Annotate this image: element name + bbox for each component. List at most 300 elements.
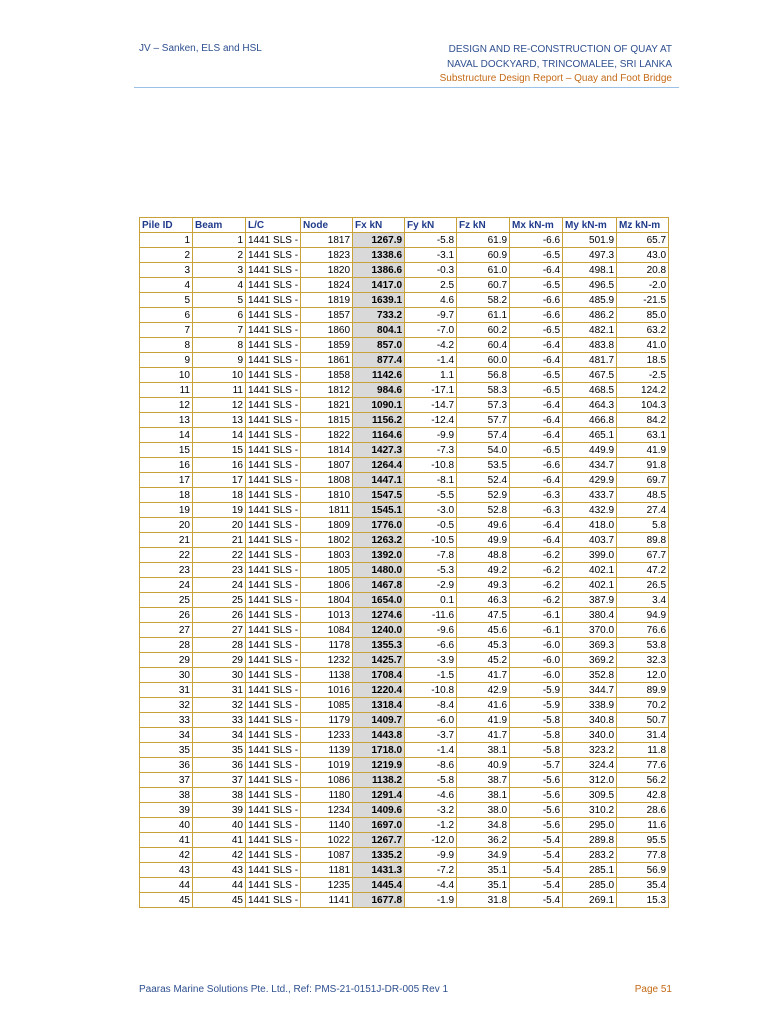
cell-pile-id: 14 <box>140 428 193 443</box>
table-row <box>140 848 669 863</box>
cell-load-case: 1441 SLS - <box>246 308 301 323</box>
cell-fz: 41.7 <box>457 668 510 683</box>
cell-node: 1803 <box>301 548 353 563</box>
cell-fy: -6.0 <box>405 713 457 728</box>
cell-load-case: 1441 SLS - <box>246 233 301 248</box>
cell-beam: 27 <box>193 623 246 638</box>
cell-load-case: 1441 SLS - <box>246 473 301 488</box>
cell-beam: 37 <box>193 773 246 788</box>
cell-mz: 91.8 <box>617 458 669 473</box>
table-row <box>140 608 669 623</box>
cell-fz: 61.1 <box>457 308 510 323</box>
cell-fz: 38.1 <box>457 788 510 803</box>
cell-node: 1232 <box>301 653 353 668</box>
cell-pile-id: 10 <box>140 368 193 383</box>
cell-beam: 20 <box>193 518 246 533</box>
cell-fy: 0.1 <box>405 593 457 608</box>
cell-mz: 28.6 <box>617 803 669 818</box>
cell-fz: 49.2 <box>457 563 510 578</box>
cell-node: 1178 <box>301 638 353 653</box>
cell-mx: -6.5 <box>510 323 563 338</box>
cell-fy: -17.1 <box>405 383 457 398</box>
cell-my: 482.1 <box>563 323 617 338</box>
cell-fz: 45.3 <box>457 638 510 653</box>
cell-mx: -6.2 <box>510 593 563 608</box>
cell-fy: -1.5 <box>405 668 457 683</box>
table-row <box>140 533 669 548</box>
cell-load-case: 1441 SLS - <box>246 743 301 758</box>
cell-node: 1141 <box>301 893 353 908</box>
col-header-mz: Mz kN-m <box>617 218 669 233</box>
cell-beam: 33 <box>193 713 246 728</box>
cell-beam: 7 <box>193 323 246 338</box>
cell-my: 485.9 <box>563 293 617 308</box>
cell-fx: 984.6 <box>353 383 405 398</box>
cell-fx: 1445.4 <box>353 878 405 893</box>
cell-mz: 47.2 <box>617 563 669 578</box>
cell-load-case: 1441 SLS - <box>246 638 301 653</box>
table-row <box>140 248 669 263</box>
cell-fy: -12.0 <box>405 833 457 848</box>
cell-load-case: 1441 SLS - <box>246 833 301 848</box>
cell-mx: -6.5 <box>510 383 563 398</box>
cell-mx: -6.6 <box>510 308 563 323</box>
cell-load-case: 1441 SLS - <box>246 413 301 428</box>
table-row <box>140 863 669 878</box>
cell-beam: 42 <box>193 848 246 863</box>
cell-node: 1084 <box>301 623 353 638</box>
cell-mz: 95.5 <box>617 833 669 848</box>
cell-beam: 36 <box>193 758 246 773</box>
cell-mz: 104.3 <box>617 398 669 413</box>
cell-node: 1234 <box>301 803 353 818</box>
cell-node: 1016 <box>301 683 353 698</box>
cell-my: 283.2 <box>563 848 617 863</box>
cell-load-case: 1441 SLS - <box>246 773 301 788</box>
table-row <box>140 458 669 473</box>
cell-fz: 52.9 <box>457 488 510 503</box>
col-header-my: My kN-m <box>563 218 617 233</box>
cell-fx: 1708.4 <box>353 668 405 683</box>
cell-pile-id: 42 <box>140 848 193 863</box>
cell-fz: 53.5 <box>457 458 510 473</box>
cell-load-case: 1441 SLS - <box>246 563 301 578</box>
cell-fy: -7.3 <box>405 443 457 458</box>
cell-mx: -6.0 <box>510 668 563 683</box>
cell-mz: -21.5 <box>617 293 669 308</box>
cell-pile-id: 32 <box>140 698 193 713</box>
cell-node: 1809 <box>301 518 353 533</box>
cell-mx: -6.2 <box>510 578 563 593</box>
cell-my: 309.5 <box>563 788 617 803</box>
cell-beam: 3 <box>193 263 246 278</box>
cell-pile-id: 7 <box>140 323 193 338</box>
cell-fx: 1291.4 <box>353 788 405 803</box>
cell-fx: 1697.0 <box>353 818 405 833</box>
cell-mz: 41.0 <box>617 338 669 353</box>
cell-fy: -2.9 <box>405 578 457 593</box>
cell-mz: 35.4 <box>617 878 669 893</box>
cell-fy: -0.5 <box>405 518 457 533</box>
cell-beam: 45 <box>193 893 246 908</box>
cell-load-case: 1441 SLS - <box>246 863 301 878</box>
cell-node: 1181 <box>301 863 353 878</box>
cell-fz: 49.6 <box>457 518 510 533</box>
cell-pile-id: 29 <box>140 653 193 668</box>
cell-my: 468.5 <box>563 383 617 398</box>
cell-fz: 60.2 <box>457 323 510 338</box>
cell-fz: 41.9 <box>457 713 510 728</box>
cell-fx: 1431.3 <box>353 863 405 878</box>
cell-mz: 50.7 <box>617 713 669 728</box>
cell-beam: 16 <box>193 458 246 473</box>
table-row <box>140 263 669 278</box>
cell-beam: 18 <box>193 488 246 503</box>
cell-my: 387.9 <box>563 593 617 608</box>
cell-fx: 1138.2 <box>353 773 405 788</box>
cell-my: 483.8 <box>563 338 617 353</box>
cell-fy: -1.4 <box>405 353 457 368</box>
table-row <box>140 443 669 458</box>
cell-fz: 57.3 <box>457 398 510 413</box>
cell-fx: 1480.0 <box>353 563 405 578</box>
cell-fy: -10.5 <box>405 533 457 548</box>
cell-load-case: 1441 SLS - <box>246 728 301 743</box>
cell-node: 1139 <box>301 743 353 758</box>
cell-mz: 65.7 <box>617 233 669 248</box>
cell-node: 1022 <box>301 833 353 848</box>
cell-fx: 1417.0 <box>353 278 405 293</box>
cell-my: 370.0 <box>563 623 617 638</box>
cell-node: 1823 <box>301 248 353 263</box>
cell-fz: 48.8 <box>457 548 510 563</box>
col-header-fz: Fz kN <box>457 218 510 233</box>
cell-pile-id: 11 <box>140 383 193 398</box>
cell-node: 1857 <box>301 308 353 323</box>
cell-fz: 35.1 <box>457 863 510 878</box>
cell-mz: 85.0 <box>617 308 669 323</box>
cell-node: 1811 <box>301 503 353 518</box>
cell-fy: -1.9 <box>405 893 457 908</box>
cell-fx: 1318.4 <box>353 698 405 713</box>
cell-pile-id: 38 <box>140 788 193 803</box>
table-row <box>140 413 669 428</box>
cell-my: 432.9 <box>563 503 617 518</box>
table-row <box>140 233 669 248</box>
cell-fz: 60.0 <box>457 353 510 368</box>
cell-mx: -6.4 <box>510 398 563 413</box>
cell-beam: 6 <box>193 308 246 323</box>
header-right-block <box>440 43 672 87</box>
cell-fy: -4.4 <box>405 878 457 893</box>
table-header-row <box>140 218 669 233</box>
cell-beam: 2 <box>193 248 246 263</box>
cell-beam: 25 <box>193 593 246 608</box>
cell-beam: 31 <box>193 683 246 698</box>
cell-mx: -6.3 <box>510 503 563 518</box>
cell-fy: -3.0 <box>405 503 457 518</box>
cell-fz: 61.0 <box>457 263 510 278</box>
cell-pile-id: 27 <box>140 623 193 638</box>
cell-mx: -5.6 <box>510 818 563 833</box>
cell-mz: 77.6 <box>617 758 669 773</box>
cell-mx: -5.8 <box>510 743 563 758</box>
cell-fx: 877.4 <box>353 353 405 368</box>
cell-beam: 35 <box>193 743 246 758</box>
cell-fy: -8.1 <box>405 473 457 488</box>
cell-mx: -5.8 <box>510 713 563 728</box>
cell-fy: -7.2 <box>405 863 457 878</box>
cell-mx: -6.2 <box>510 563 563 578</box>
cell-fx: 1355.3 <box>353 638 405 653</box>
cell-my: 496.5 <box>563 278 617 293</box>
cell-mx: -6.4 <box>510 533 563 548</box>
cell-fy: -10.8 <box>405 458 457 473</box>
cell-beam: 30 <box>193 668 246 683</box>
table-row <box>140 578 669 593</box>
cell-node: 1179 <box>301 713 353 728</box>
cell-fz: 60.7 <box>457 278 510 293</box>
table-body <box>140 233 669 908</box>
cell-node: 1808 <box>301 473 353 488</box>
table-row <box>140 563 669 578</box>
cell-node: 1013 <box>301 608 353 623</box>
cell-mz: 11.6 <box>617 818 669 833</box>
cell-load-case: 1441 SLS - <box>246 368 301 383</box>
cell-load-case: 1441 SLS - <box>246 578 301 593</box>
cell-mz: 5.8 <box>617 518 669 533</box>
cell-my: 310.2 <box>563 803 617 818</box>
table-row <box>140 788 669 803</box>
cell-node: 1821 <box>301 398 353 413</box>
cell-fy: -5.8 <box>405 773 457 788</box>
cell-fy: -12.4 <box>405 413 457 428</box>
cell-pile-id: 37 <box>140 773 193 788</box>
cell-load-case: 1441 SLS - <box>246 488 301 503</box>
cell-my: 467.5 <box>563 368 617 383</box>
cell-fx: 1547.5 <box>353 488 405 503</box>
cell-mz: 26.5 <box>617 578 669 593</box>
table-row <box>140 803 669 818</box>
cell-node: 1019 <box>301 758 353 773</box>
cell-fz: 38.7 <box>457 773 510 788</box>
cell-fx: 1335.2 <box>353 848 405 863</box>
cell-fx: 804.1 <box>353 323 405 338</box>
cell-mz: 56.2 <box>617 773 669 788</box>
cell-fy: -3.7 <box>405 728 457 743</box>
cell-mz: 67.7 <box>617 548 669 563</box>
cell-mx: -6.5 <box>510 368 563 383</box>
cell-fy: -3.2 <box>405 803 457 818</box>
cell-my: 434.7 <box>563 458 617 473</box>
cell-fx: 1274.6 <box>353 608 405 623</box>
cell-fy: -3.9 <box>405 653 457 668</box>
cell-mx: -5.4 <box>510 878 563 893</box>
cell-fz: 56.8 <box>457 368 510 383</box>
cell-mz: 12.0 <box>617 668 669 683</box>
cell-load-case: 1441 SLS - <box>246 608 301 623</box>
cell-fx: 1392.0 <box>353 548 405 563</box>
cell-fx: 1409.6 <box>353 803 405 818</box>
cell-fx: 1677.8 <box>353 893 405 908</box>
cell-fz: 36.2 <box>457 833 510 848</box>
cell-fz: 61.9 <box>457 233 510 248</box>
cell-my: 403.7 <box>563 533 617 548</box>
cell-fx: 1425.7 <box>353 653 405 668</box>
cell-load-case: 1441 SLS - <box>246 248 301 263</box>
cell-fz: 58.3 <box>457 383 510 398</box>
cell-beam: 5 <box>193 293 246 308</box>
cell-pile-id: 15 <box>140 443 193 458</box>
cell-fx: 1427.3 <box>353 443 405 458</box>
cell-mz: 32.3 <box>617 653 669 668</box>
table-row <box>140 323 669 338</box>
cell-beam: 11 <box>193 383 246 398</box>
cell-fy: -5.5 <box>405 488 457 503</box>
cell-my: 369.2 <box>563 653 617 668</box>
cell-node: 1860 <box>301 323 353 338</box>
cell-beam: 23 <box>193 563 246 578</box>
cell-mx: -5.4 <box>510 833 563 848</box>
table-row <box>140 893 669 908</box>
cell-pile-id: 43 <box>140 863 193 878</box>
cell-fz: 54.0 <box>457 443 510 458</box>
cell-node: 1806 <box>301 578 353 593</box>
cell-node: 1815 <box>301 413 353 428</box>
cell-fy: -1.4 <box>405 743 457 758</box>
header-divider <box>134 87 679 88</box>
cell-pile-id: 19 <box>140 503 193 518</box>
cell-mx: -6.5 <box>510 278 563 293</box>
cell-pile-id: 25 <box>140 593 193 608</box>
header-left-text: JV – Sanken, ELS and HSL <box>139 43 262 54</box>
table-row <box>140 638 669 653</box>
cell-mx: -5.7 <box>510 758 563 773</box>
cell-mz: 43.0 <box>617 248 669 263</box>
col-header-beam: Beam <box>193 218 246 233</box>
cell-load-case: 1441 SLS - <box>246 818 301 833</box>
cell-fz: 38.0 <box>457 803 510 818</box>
table-row <box>140 548 669 563</box>
cell-node: 1180 <box>301 788 353 803</box>
cell-fy: -4.2 <box>405 338 457 353</box>
cell-beam: 43 <box>193 863 246 878</box>
cell-beam: 9 <box>193 353 246 368</box>
cell-load-case: 1441 SLS - <box>246 443 301 458</box>
cell-load-case: 1441 SLS - <box>246 293 301 308</box>
cell-beam: 4 <box>193 278 246 293</box>
cell-fx: 1263.2 <box>353 533 405 548</box>
cell-node: 1804 <box>301 593 353 608</box>
cell-node: 1814 <box>301 443 353 458</box>
cell-fx: 1090.1 <box>353 398 405 413</box>
cell-mx: -6.0 <box>510 638 563 653</box>
cell-pile-id: 6 <box>140 308 193 323</box>
cell-pile-id: 33 <box>140 713 193 728</box>
table-row <box>140 503 669 518</box>
table-row <box>140 308 669 323</box>
cell-my: 340.8 <box>563 713 617 728</box>
cell-fy: -14.7 <box>405 398 457 413</box>
cell-mz: -2.5 <box>617 368 669 383</box>
cell-fy: -10.8 <box>405 683 457 698</box>
cell-fy: -6.6 <box>405 638 457 653</box>
cell-pile-id: 1 <box>140 233 193 248</box>
cell-beam: 21 <box>193 533 246 548</box>
cell-fx: 1264.4 <box>353 458 405 473</box>
cell-load-case: 1441 SLS - <box>246 503 301 518</box>
cell-mz: 63.1 <box>617 428 669 443</box>
cell-my: 323.2 <box>563 743 617 758</box>
cell-node: 1859 <box>301 338 353 353</box>
cell-my: 497.3 <box>563 248 617 263</box>
cell-beam: 40 <box>193 818 246 833</box>
table-row <box>140 383 669 398</box>
cell-fz: 34.9 <box>457 848 510 863</box>
cell-load-case: 1441 SLS - <box>246 428 301 443</box>
cell-my: 340.0 <box>563 728 617 743</box>
cell-pile-id: 45 <box>140 893 193 908</box>
header-project-title-line1: DESIGN AND RE-CONSTRUCTION OF QUAY AT <box>448 44 672 55</box>
cell-mz: 77.8 <box>617 848 669 863</box>
cell-beam: 34 <box>193 728 246 743</box>
cell-fz: 41.6 <box>457 698 510 713</box>
cell-pile-id: 31 <box>140 683 193 698</box>
cell-pile-id: 40 <box>140 818 193 833</box>
cell-mx: -5.4 <box>510 848 563 863</box>
table-row <box>140 878 669 893</box>
cell-mx: -6.4 <box>510 413 563 428</box>
table-row <box>140 428 669 443</box>
cell-my: 338.9 <box>563 698 617 713</box>
cell-fx: 1443.8 <box>353 728 405 743</box>
cell-mz: 27.4 <box>617 503 669 518</box>
table-row <box>140 593 669 608</box>
cell-my: 269.1 <box>563 893 617 908</box>
table-row <box>140 353 669 368</box>
cell-load-case: 1441 SLS - <box>246 698 301 713</box>
cell-beam: 22 <box>193 548 246 563</box>
cell-fx: 1545.1 <box>353 503 405 518</box>
cell-node: 1807 <box>301 458 353 473</box>
cell-load-case: 1441 SLS - <box>246 323 301 338</box>
cell-node: 1085 <box>301 698 353 713</box>
cell-my: 465.1 <box>563 428 617 443</box>
cell-fy: -9.9 <box>405 848 457 863</box>
table-row <box>140 488 669 503</box>
cell-mz: 84.2 <box>617 413 669 428</box>
cell-mx: -6.4 <box>510 353 563 368</box>
cell-fz: 31.8 <box>457 893 510 908</box>
table-row <box>140 773 669 788</box>
cell-load-case: 1441 SLS - <box>246 878 301 893</box>
table-row <box>140 293 669 308</box>
footer-reference: Paaras Marine Solutions Pte. Ltd., Ref: PMS-21-0151J-DR-005 Rev 1 <box>139 984 449 995</box>
table-row <box>140 743 669 758</box>
cell-mx: -6.1 <box>510 608 563 623</box>
cell-fz: 60.4 <box>457 338 510 353</box>
cell-fz: 52.4 <box>457 473 510 488</box>
cell-pile-id: 4 <box>140 278 193 293</box>
cell-load-case: 1441 SLS - <box>246 803 301 818</box>
cell-pile-id: 5 <box>140 293 193 308</box>
cell-load-case: 1441 SLS - <box>246 668 301 683</box>
cell-my: 501.9 <box>563 233 617 248</box>
cell-my: 429.9 <box>563 473 617 488</box>
table-row <box>140 818 669 833</box>
cell-pile-id: 13 <box>140 413 193 428</box>
cell-fx: 1718.0 <box>353 743 405 758</box>
